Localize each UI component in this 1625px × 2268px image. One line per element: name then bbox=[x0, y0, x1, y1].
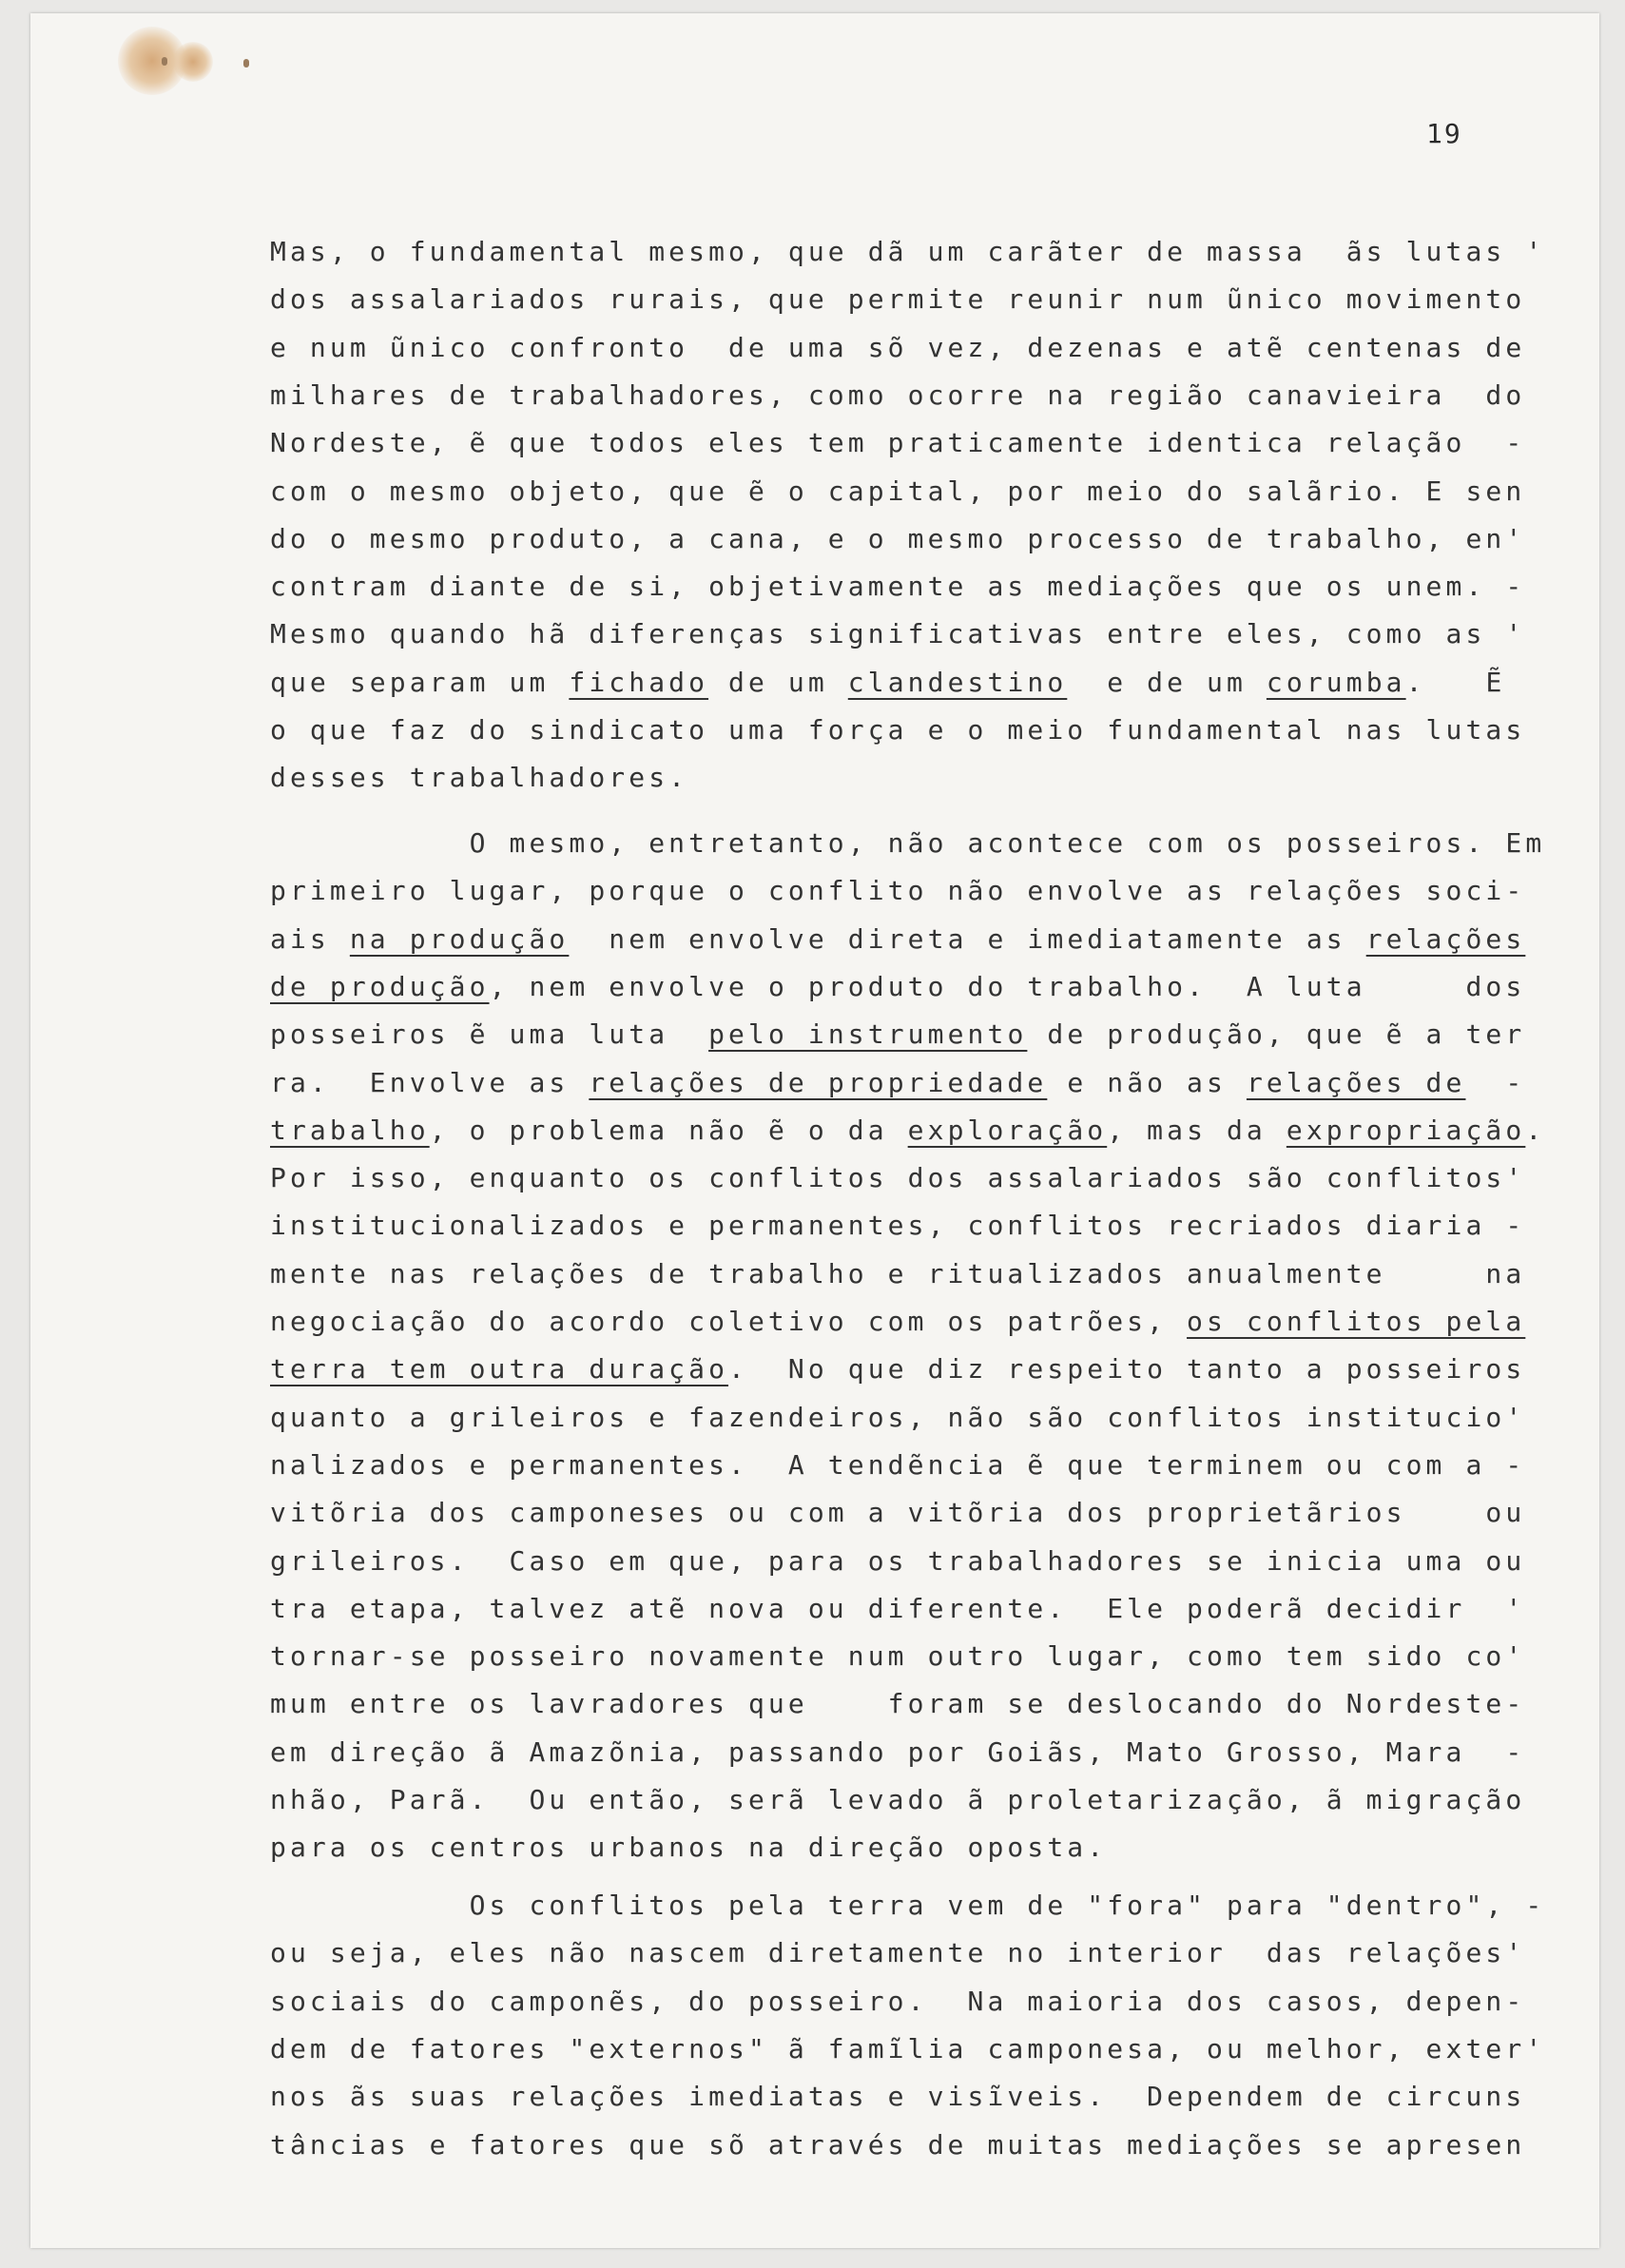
text-line: ou seja, eles não nascem diretamente no interior das relações' bbox=[270, 1937, 1526, 1969]
text-line: desses trabalhadores. bbox=[270, 762, 689, 794]
text-line: trabalho, o problema não ẽ o da exploração, mas da expropriação. bbox=[270, 1114, 1546, 1146]
text-line: mum entre os lavradores que foram se deslocando do Nordeste- bbox=[270, 1688, 1526, 1720]
text-line: do o mesmo produto, a cana, e o mesmo processo de trabalho, en' bbox=[270, 522, 1526, 554]
page-number: 19 bbox=[1426, 118, 1462, 149]
staple-hole bbox=[162, 57, 167, 66]
text-line: negociação do acordo coletivo com os patrões, os conflitos pela bbox=[270, 1306, 1526, 1337]
rust-stain bbox=[173, 42, 213, 82]
text-line: institucionalizados e permanentes, conflitos recriados diaria - bbox=[270, 1210, 1526, 1242]
text-line: mente nas relações de trabalho e ritualizados anualmente na bbox=[270, 1257, 1526, 1289]
text-line: ra. Envolve as relações de propriedade e não as relações de - bbox=[270, 1066, 1526, 1098]
document-page bbox=[30, 13, 1599, 2248]
text-line: Mesmo quando hã diferenças significativas entre eles, como as ' bbox=[270, 618, 1526, 650]
text-line: e num ũnico confronto de uma sõ vez, dezenas e atẽ centenas de bbox=[270, 331, 1526, 363]
text-line: tra etapa, talvez atẽ nova ou diferente. Ele poderã decidir ' bbox=[270, 1592, 1526, 1624]
text-line: ais na produção nem envolve direta e imediatamente as relações bbox=[270, 922, 1526, 955]
text-line: com o mesmo objeto, que ẽ o capital, por meio do salãrio. E sen bbox=[270, 475, 1526, 507]
text-line: nhão, Parã. Ou então, serã levado ã proletarização, ã migração bbox=[270, 1784, 1526, 1815]
text-line: para os centros urbanos na direção oposta. bbox=[270, 1832, 1108, 1864]
text-line: nalizados e permanentes. A tendẽncia ẽ que terminem ou com a - bbox=[270, 1448, 1526, 1481]
text-line: de produção, nem envolve o produto do trabalho. A luta dos bbox=[270, 970, 1526, 1002]
text-line: grileiros. Caso em que, para os trabalhadores se inicia uma ou bbox=[270, 1544, 1526, 1577]
text-line: em direção ã Amazõnia, passando por Goiãs, Mato Grosso, Mara - bbox=[270, 1735, 1526, 1768]
text-line: dos assalariados rurais, que permite reunir num ũnico movimento bbox=[270, 283, 1526, 316]
text-line: que separam um fichado de um clandestino e de um corumba. Ẽ bbox=[270, 666, 1506, 698]
text-line: quanto a grileiros e fazendeiros, não são conflitos institucio' bbox=[270, 1401, 1526, 1433]
text-line: contram diante de si, objetivamente as mediações que os unem. - bbox=[270, 571, 1526, 603]
staple-hole bbox=[243, 59, 249, 68]
text-line: vitõria dos camponeses ou com a vitõria dos proprietãrios ou bbox=[270, 1497, 1526, 1529]
text-line: Os conflitos pela terra vem de "fora" para "dentro", - bbox=[270, 1890, 1546, 1921]
text-line: O mesmo, entretanto, não acontece com os posseiros. Em bbox=[270, 827, 1546, 859]
text-line: posseiros ẽ uma luta pelo instrumento de produção, que ẽ a ter bbox=[270, 1018, 1526, 1051]
text-line: terra tem outra duração. No que diz respeito tanto a posseiros bbox=[270, 1353, 1526, 1386]
text-line: o que faz do sindicato uma força e o meio fundamental nas lutas bbox=[270, 714, 1526, 746]
text-line: milhares de trabalhadores, como ocorre na região canavieira do bbox=[270, 378, 1526, 411]
text-line: nos ãs suas relações imediatas e visĩveis. Dependem de circuns bbox=[270, 2081, 1526, 2113]
text-line: sociais do camponẽs, do posseiro. Na maioria dos casos, depen- bbox=[270, 1985, 1526, 2017]
text-line: primeiro lugar, porque o conflito não envolve as relações soci- bbox=[270, 875, 1526, 907]
text-line: tornar-se posseiro novamente num outro lugar, como tem sido co' bbox=[270, 1640, 1526, 1673]
text-line: Mas, o fundamental mesmo, que dã um carãter de massa ãs lutas ' bbox=[270, 236, 1546, 267]
text-line: Nordeste, ẽ que todos eles tem praticamente identica relação - bbox=[270, 427, 1526, 459]
text-line: Por isso, enquanto os conflitos dos assalariados são conflitos' bbox=[270, 1162, 1526, 1194]
text-line: dem de fatores "externos" ã famĩlia camponesa, ou melhor, exter' bbox=[270, 2032, 1546, 2064]
text-line: tâncias e fatores que sõ através de muitas mediações se apresen bbox=[270, 2128, 1526, 2161]
